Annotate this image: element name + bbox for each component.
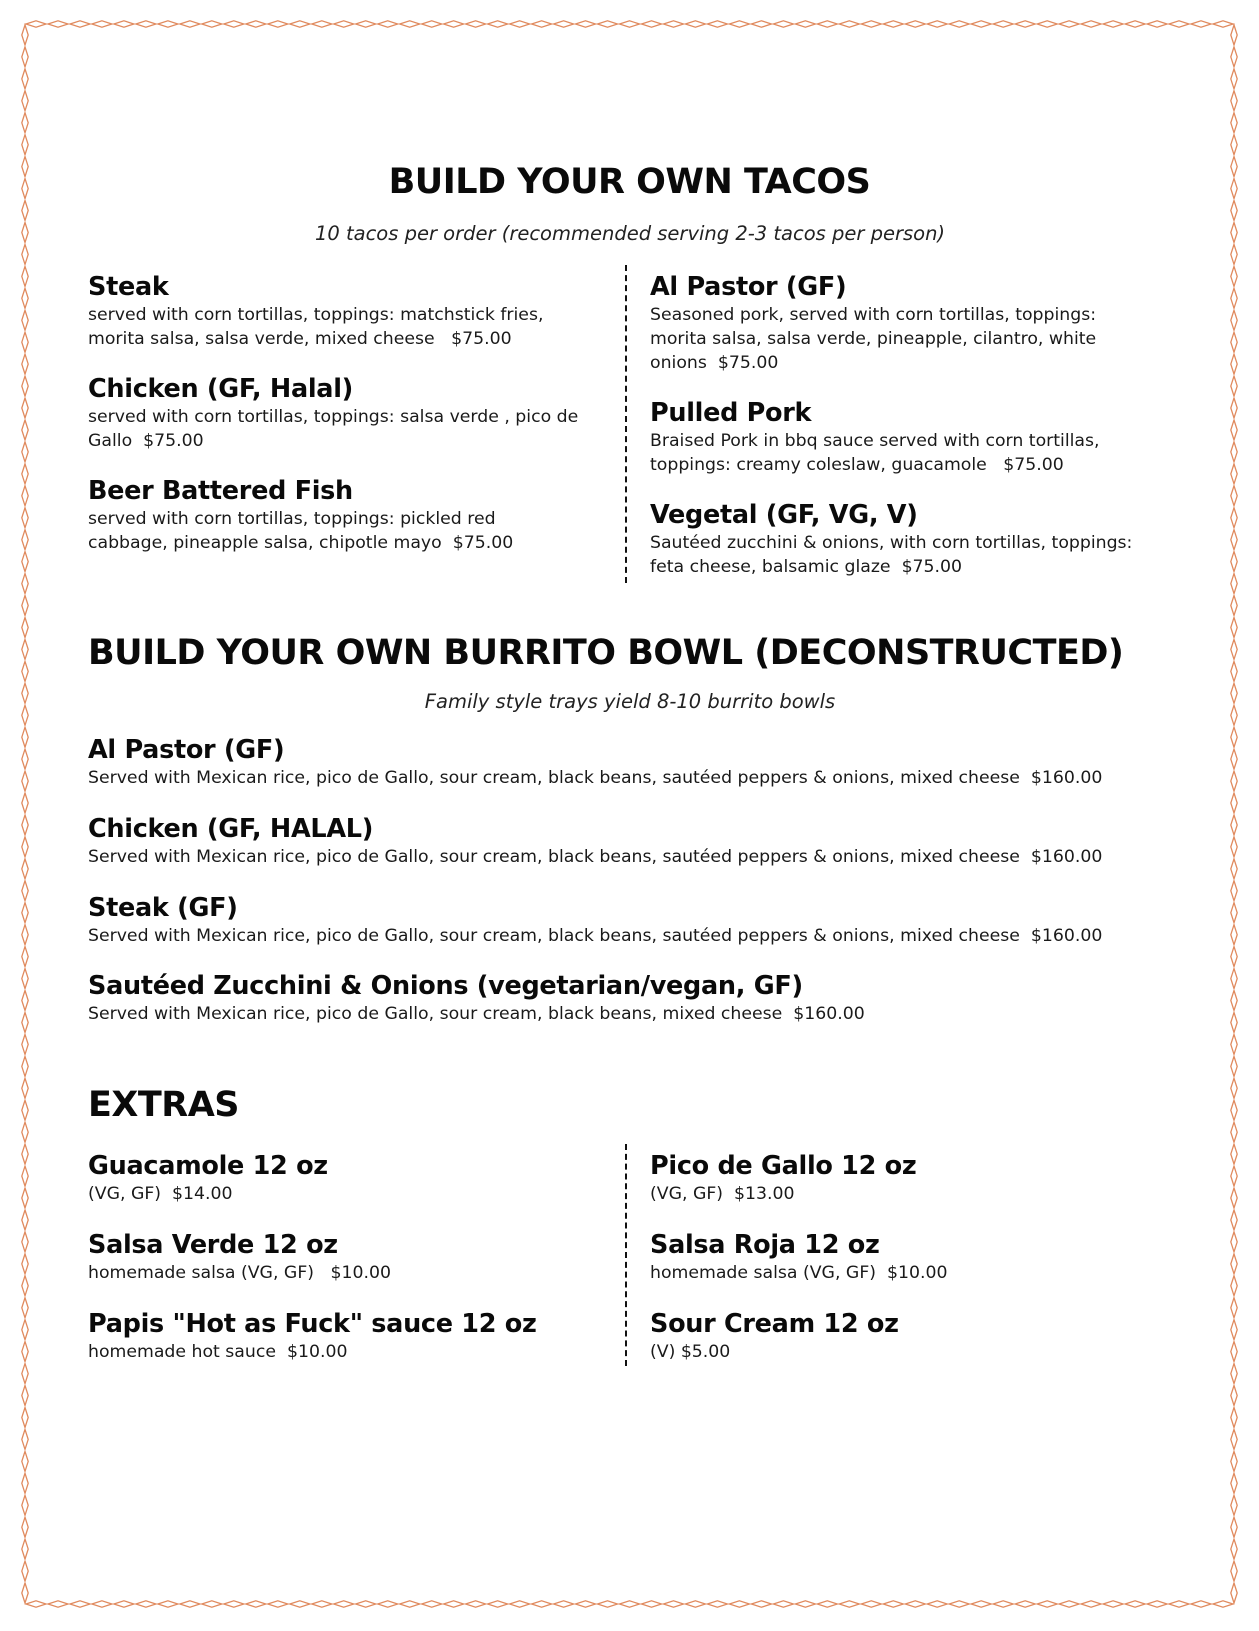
menu-item-name: Sautéed Zucchini & Onions (vegetarian/vegan, GF) [88,971,803,1001]
extra-item-guacamole [88,1151,328,1206]
menu-item-price: $160.00 [1030,768,1103,788]
menu-item-price: $75.00 [717,353,779,373]
tacos-subtitle: 10 tacos per order (recommended serving 2-3 tacos per person) [314,222,946,245]
extras-column-divider [625,1144,627,1366]
taco-item-fish [88,476,558,555]
menu-item-desc: homemade salsa (VG, GF) [650,1263,877,1283]
bowl-item-steak [88,893,1102,948]
menu-item-desc: (V) [650,1342,676,1362]
menu-item-desc: served with corn tortillas, toppings: salsa verde , pico de Gallo [88,407,579,451]
menu-item-name: Sour Cream 12 oz [650,1309,899,1339]
taco-item-vegetal [650,500,1140,579]
menu-item-price: $10.00 [286,1342,348,1362]
menu-item-price: $75.00 [143,431,204,451]
extra-item-pico [650,1151,916,1206]
menu-item-name: Al Pastor (GF) [88,735,285,765]
menu-item-desc: (VG, GF) [650,1184,724,1204]
menu-item-desc: served with corn tortillas, toppings: pickled red cabbage, pineapple salsa, chipotle mayo [88,509,496,553]
menu-item-name: Vegetal (GF, VG, V) [650,500,918,530]
menu-item-desc: (VG, GF) [88,1184,162,1204]
menu-item-price: $10.00 [330,1263,391,1283]
menu-item-price: $75.00 [452,533,514,553]
menu-item-desc: Braised Pork in bbq sauce served with corn tortillas, toppings: creamy coleslaw, guacamole [650,431,1100,475]
menu-item-price: $160.00 [1030,926,1103,946]
bowls-title: BUILD YOUR OWN BURRITO BOWL (DECONSTRUCTED) [88,633,1124,673]
menu-item-price: $10.00 [887,1263,948,1283]
bowl-item-al-pastor [88,735,1102,790]
menu-item-price: $160.00 [793,1004,865,1024]
menu-item-name: Steak [88,272,169,302]
taco-item-al-pastor [650,272,1140,375]
taco-item-steak [88,272,588,351]
menu-item-desc: Served with Mexican rice, pico de Gallo, sour cream, black beans, sautéed peppers & onions, mixed cheese [88,768,1020,788]
extra-item-salsa-roja [650,1230,947,1285]
menu-item-name: Al Pastor (GF) [650,272,847,302]
menu-item-name: Papis "Hot as Fuck" sauce 12 oz [88,1309,537,1339]
menu-item-desc: Seasoned pork, served with corn tortillas, toppings: morita salsa, salsa verde, pineapple, cilantro, white onions [650,305,1097,373]
menu-item-price: $13.00 [734,1184,795,1204]
menu-item-name: Chicken (GF, Halal) [88,374,353,404]
bowls-subtitle: Family style trays yield 8-10 burrito bowls [424,690,836,713]
extra-item-salsa-verde [88,1230,391,1285]
menu-item-price: $5.00 [680,1342,731,1362]
taco-item-chicken [88,374,588,453]
menu-item-name: Beer Battered Fish [88,476,353,506]
menu-item-desc: Served with Mexican rice, pico de Gallo, sour cream, black beans, mixed cheese [88,1004,783,1024]
bowl-item-chicken [88,814,1102,869]
taco-item-pulled-pork [650,398,1140,477]
menu-item-desc: homemade hot sauce [88,1342,276,1362]
menu-item-price: $75.00 [451,329,512,349]
menu-item-price: $75.00 [1003,455,1064,475]
menu-item-price: $160.00 [1030,847,1103,867]
menu-item-price: $14.00 [172,1184,233,1204]
menu-item-name: Steak (GF) [88,893,238,923]
menu-item-name: Guacamole 12 oz [88,1151,328,1181]
menu-item-price: $75.00 [901,557,963,577]
extra-item-hot-sauce [88,1309,537,1364]
menu-item-name: Salsa Roja 12 oz [650,1230,880,1260]
extras-title: EXTRAS [88,1085,240,1125]
menu-item-name: Salsa Verde 12 oz [88,1230,338,1260]
bowl-item-zucchini [88,971,865,1026]
extra-item-sour-cream [650,1309,899,1364]
menu-item-desc: served with corn tortillas, toppings: matchstick fries, morita salsa, salsa verde, mixed cheese [88,305,544,349]
menu-item-desc: Sautéed zucchini & onions, with corn tortillas, toppings: feta cheese, balsamic glaze [650,533,1133,577]
menu-item-desc: Served with Mexican rice, pico de Gallo, sour cream, black beans, sautéed peppers & onions, mixed cheese [88,926,1020,946]
menu-item-name: Pico de Gallo 12 oz [650,1151,917,1181]
menu-item-name: Pulled Pork [650,398,812,428]
menu-item-desc: homemade salsa (VG, GF) [88,1263,315,1283]
menu-item-name: Chicken (GF, HALAL) [88,814,374,844]
tacos-column-divider [625,265,627,583]
menu-item-desc: Served with Mexican rice, pico de Gallo, sour cream, black beans, sautéed peppers & onions, mixed cheese [88,847,1020,867]
tacos-title: BUILD YOUR OWN TACOS [388,162,871,202]
